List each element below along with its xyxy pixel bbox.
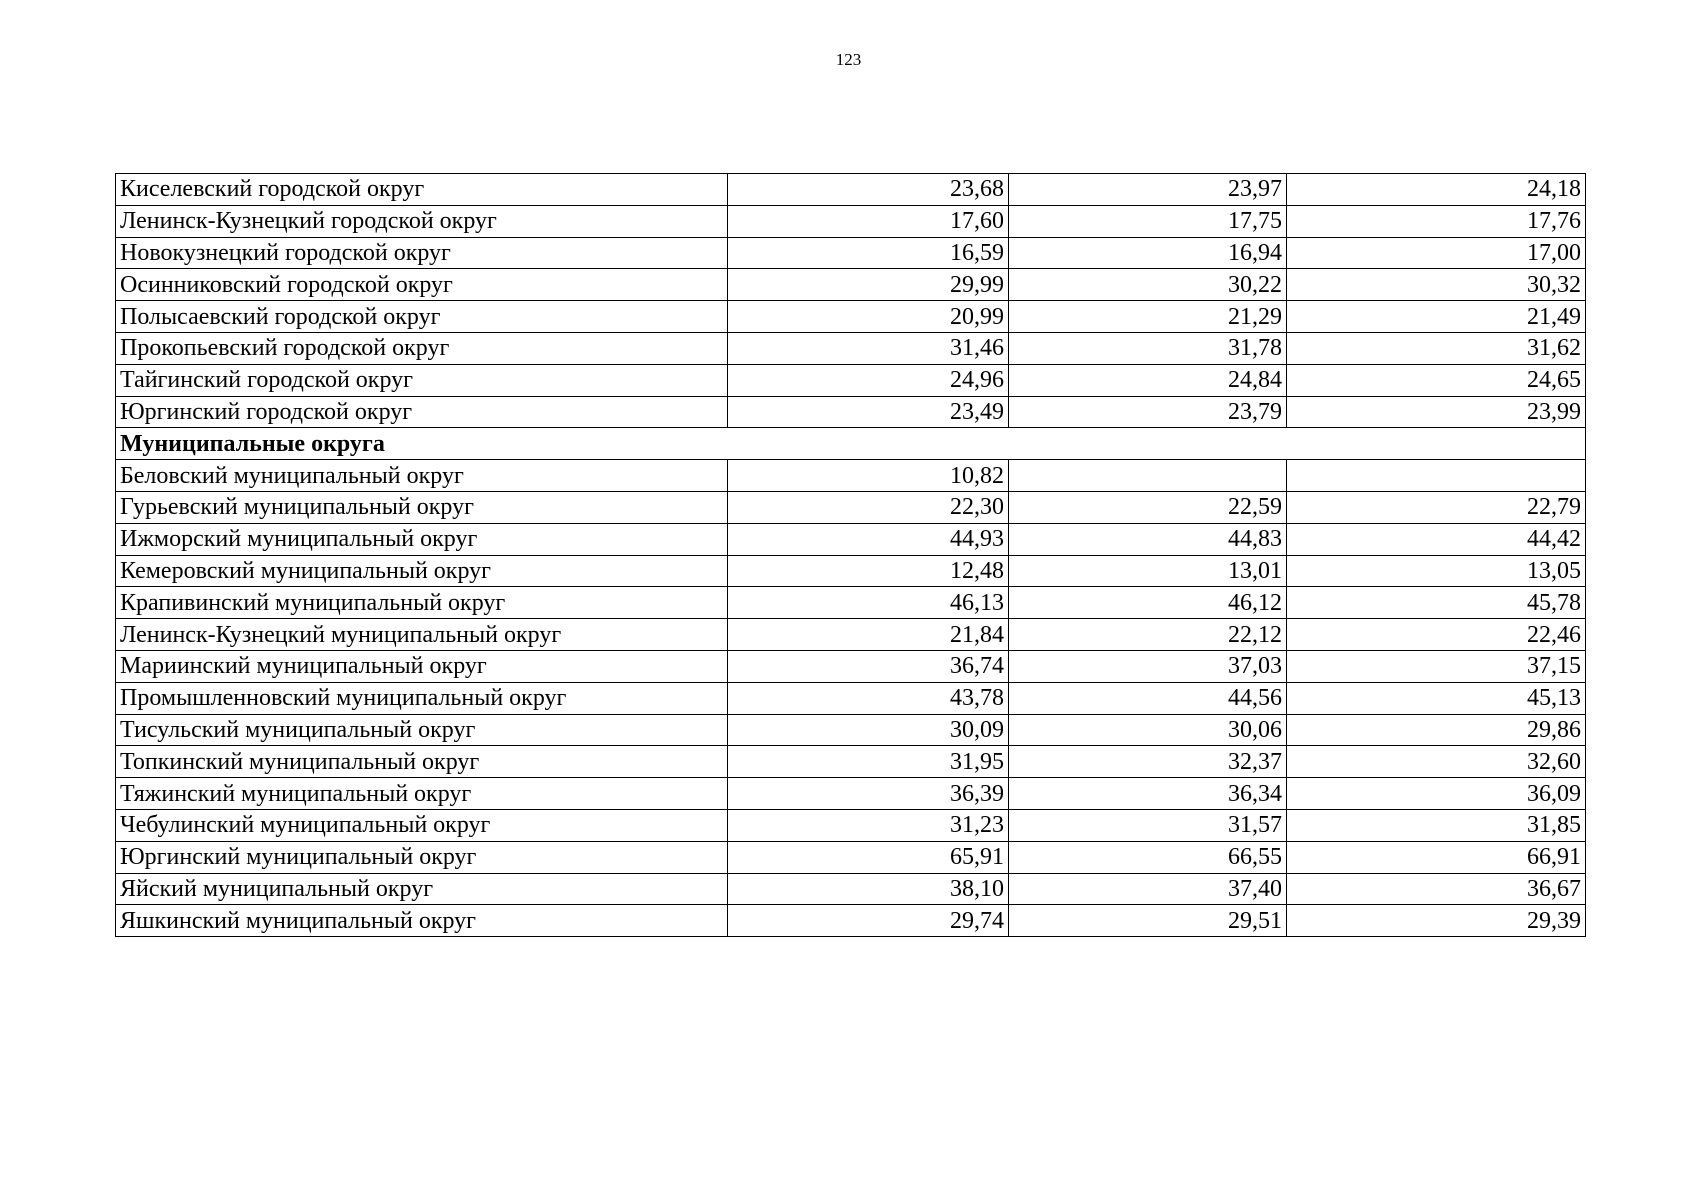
table-row — [116, 555, 1586, 587]
table-row — [116, 364, 1586, 396]
district-name-cell: Кемеровский муниципальный округ — [116, 555, 728, 587]
district-name-cell: Крапивинский муниципальный округ — [116, 587, 728, 619]
table-row — [116, 650, 1586, 682]
value-cell-3: 31,85 — [1287, 809, 1586, 841]
value-cell-2: 31,78 — [1009, 332, 1287, 364]
value-cell-2: 16,94 — [1009, 237, 1287, 269]
value-cell-3: 24,18 — [1287, 174, 1586, 206]
table-row — [116, 587, 1586, 619]
district-name-cell: Ленинск-Кузнецкий городской округ — [116, 205, 728, 237]
district-name-cell: Чебулинский муниципальный округ — [116, 809, 728, 841]
table-row — [116, 905, 1586, 937]
table-row — [116, 174, 1586, 206]
value-cell-1: 29,99 — [728, 269, 1009, 301]
district-name-cell: Гурьевский муниципальный округ — [116, 491, 728, 523]
value-cell-2: 36,34 — [1009, 778, 1287, 810]
value-cell-2: 30,22 — [1009, 269, 1287, 301]
value-cell-1: 24,96 — [728, 364, 1009, 396]
table-row — [116, 746, 1586, 778]
value-cell-3: 45,78 — [1287, 587, 1586, 619]
value-cell-1: 31,95 — [728, 746, 1009, 778]
table-row — [116, 778, 1586, 810]
value-cell-2 — [1009, 460, 1287, 492]
district-name-cell: Тайгинский городской округ — [116, 364, 728, 396]
district-name-cell: Яшкинский муниципальный округ — [116, 905, 728, 937]
value-cell-3: 30,32 — [1287, 269, 1586, 301]
value-cell-2: 23,97 — [1009, 174, 1287, 206]
value-cell-2: 22,59 — [1009, 491, 1287, 523]
value-cell-3: 22,79 — [1287, 491, 1586, 523]
value-cell-1: 16,59 — [728, 237, 1009, 269]
district-name-cell: Промышленновский муниципальный округ — [116, 682, 728, 714]
district-name-cell: Ленинск-Кузнецкий муниципальный округ — [116, 619, 728, 651]
value-cell-1: 20,99 — [728, 301, 1009, 333]
value-cell-2: 21,29 — [1009, 301, 1287, 333]
value-cell-3: 17,00 — [1287, 237, 1586, 269]
district-name-cell: Киселевский городской округ — [116, 174, 728, 206]
value-cell-1: 23,49 — [728, 396, 1009, 428]
value-cell-1: 21,84 — [728, 619, 1009, 651]
value-cell-2: 46,12 — [1009, 587, 1287, 619]
district-name-cell: Полысаевский городской округ — [116, 301, 728, 333]
district-name-cell: Юргинский муниципальный округ — [116, 841, 728, 873]
table-row — [116, 237, 1586, 269]
district-name-cell: Тисульский муниципальный округ — [116, 714, 728, 746]
table-row — [116, 523, 1586, 555]
table-row — [116, 301, 1586, 333]
page-number: 123 — [835, 50, 862, 69]
district-name-cell: Осинниковский городской округ — [116, 269, 728, 301]
table-body — [116, 174, 1586, 937]
table-row — [116, 491, 1586, 523]
value-cell-2: 37,03 — [1009, 650, 1287, 682]
district-name-cell: Тяжинский муниципальный округ — [116, 778, 728, 810]
value-cell-2: 37,40 — [1009, 873, 1287, 905]
table-row — [116, 841, 1586, 873]
value-cell-1: 22,30 — [728, 491, 1009, 523]
table-row — [116, 396, 1586, 428]
table-row — [116, 682, 1586, 714]
table-row — [116, 809, 1586, 841]
value-cell-3: 44,42 — [1287, 523, 1586, 555]
value-cell-3: 29,39 — [1287, 905, 1586, 937]
value-cell-1: 12,48 — [728, 555, 1009, 587]
value-cell-3: 24,65 — [1287, 364, 1586, 396]
value-cell-2: 23,79 — [1009, 396, 1287, 428]
value-cell-1: 38,10 — [728, 873, 1009, 905]
value-cell-1: 29,74 — [728, 905, 1009, 937]
value-cell-3: 37,15 — [1287, 650, 1586, 682]
value-cell-1: 36,74 — [728, 650, 1009, 682]
district-name-cell: Новокузнецкий городской округ — [116, 237, 728, 269]
value-cell-1: 44,93 — [728, 523, 1009, 555]
value-cell-3: 31,62 — [1287, 332, 1586, 364]
value-cell-3: 13,05 — [1287, 555, 1586, 587]
value-cell-3: 29,86 — [1287, 714, 1586, 746]
district-name-cell: Прокопьевский городской округ — [116, 332, 728, 364]
table-row — [116, 714, 1586, 746]
value-cell-3: 45,13 — [1287, 682, 1586, 714]
value-cell-1: 17,60 — [728, 205, 1009, 237]
district-name-cell: Яйский муниципальный округ — [116, 873, 728, 905]
value-cell-1: 10,82 — [728, 460, 1009, 492]
value-cell-3: 23,99 — [1287, 396, 1586, 428]
value-cell-2: 32,37 — [1009, 746, 1287, 778]
value-cell-1: 36,39 — [728, 778, 1009, 810]
value-cell-1: 43,78 — [728, 682, 1009, 714]
value-cell-2: 31,57 — [1009, 809, 1287, 841]
value-cell-1: 23,68 — [728, 174, 1009, 206]
value-cell-1: 46,13 — [728, 587, 1009, 619]
value-cell-3: 22,46 — [1287, 619, 1586, 651]
value-cell-3: 32,60 — [1287, 746, 1586, 778]
value-cell-3: 21,49 — [1287, 301, 1586, 333]
value-cell-1: 31,23 — [728, 809, 1009, 841]
value-cell-2: 66,55 — [1009, 841, 1287, 873]
value-cell-3: 66,91 — [1287, 841, 1586, 873]
value-cell-2: 13,01 — [1009, 555, 1287, 587]
value-cell-2: 44,83 — [1009, 523, 1287, 555]
value-cell-1: 31,46 — [728, 332, 1009, 364]
table-row — [116, 332, 1586, 364]
table-row — [116, 873, 1586, 905]
value-cell-3 — [1287, 460, 1586, 492]
value-cell-2: 24,84 — [1009, 364, 1287, 396]
value-cell-2: 17,75 — [1009, 205, 1287, 237]
table-row — [116, 619, 1586, 651]
table-row — [116, 460, 1586, 492]
value-cell-2: 30,06 — [1009, 714, 1287, 746]
value-cell-2: 22,12 — [1009, 619, 1287, 651]
value-cell-2: 29,51 — [1009, 905, 1287, 937]
value-cell-1: 30,09 — [728, 714, 1009, 746]
district-name-cell: Беловский муниципальный округ — [116, 460, 728, 492]
data-table — [115, 173, 1586, 937]
table-row — [116, 205, 1586, 237]
district-name-cell: Топкинский муниципальный округ — [116, 746, 728, 778]
section-title: Муниципальные округа — [116, 428, 1586, 460]
district-name-cell: Мариинский муниципальный округ — [116, 650, 728, 682]
value-cell-3: 36,09 — [1287, 778, 1586, 810]
table-row — [116, 269, 1586, 301]
value-cell-3: 17,76 — [1287, 205, 1586, 237]
value-cell-3: 36,67 — [1287, 873, 1586, 905]
section-header-row — [116, 428, 1586, 460]
district-name-cell: Юргинский городской округ — [116, 396, 728, 428]
value-cell-2: 44,56 — [1009, 682, 1287, 714]
value-cell-1: 65,91 — [728, 841, 1009, 873]
district-name-cell: Ижморский муниципальный округ — [116, 523, 728, 555]
